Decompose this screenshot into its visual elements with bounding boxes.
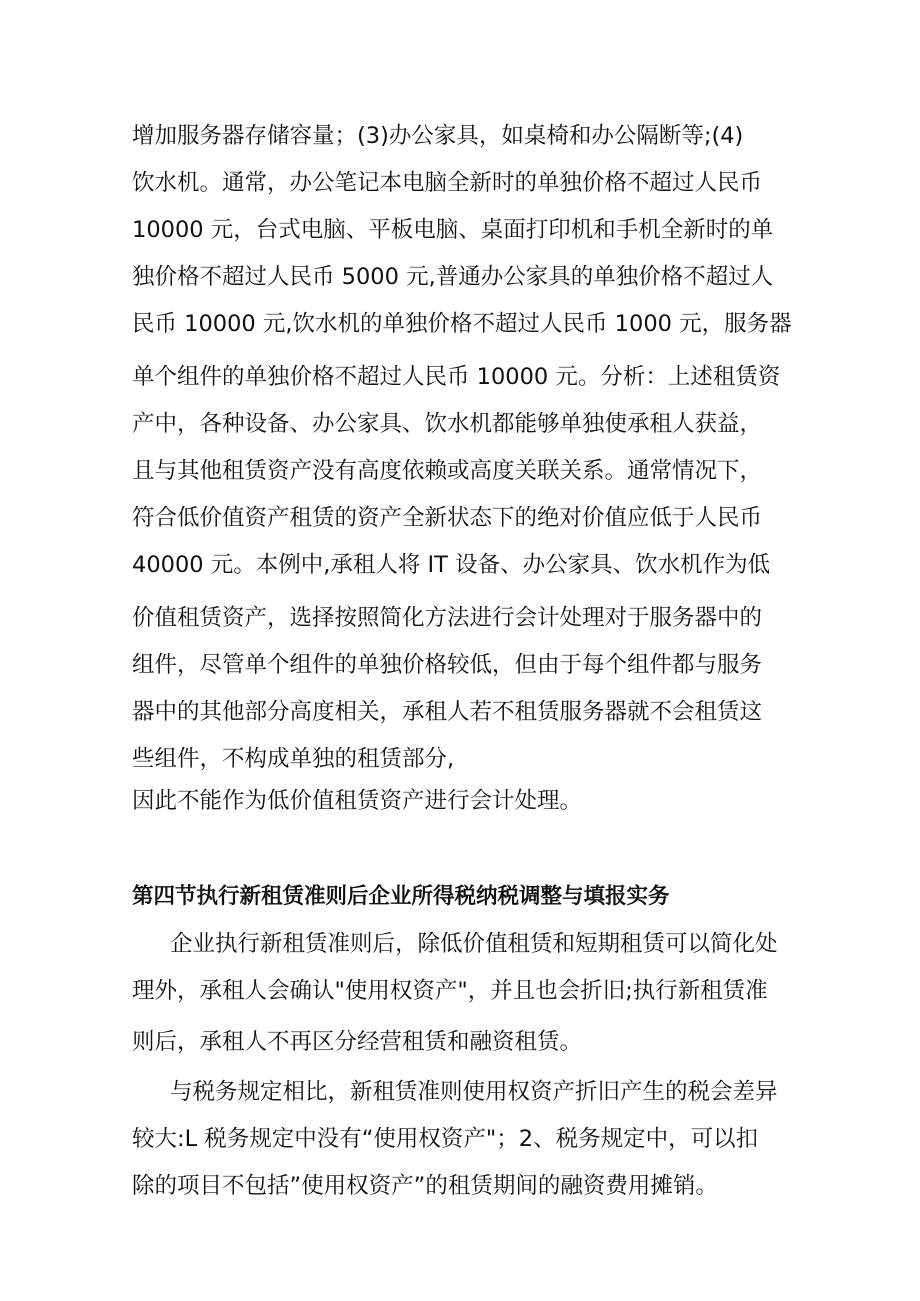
paragraph-line: 价值租赁资产，选择按照简化方法进行会计处理对于服务器中的: [132, 605, 763, 631]
paragraph-line: 产中，各种设备、办公家具、饮水机都能够单独使承租人获益，: [132, 411, 763, 437]
paragraph-line: 饮水机。通常，办公笔记本电脑全新时的单独价格不超过人民币: [132, 170, 763, 196]
paragraph-line: 除的项目不包括”使用权资产”的租赁期间的融资费用摊销。: [132, 1173, 718, 1199]
paragraph-line: 器中的其他部分高度相关，承租人若不租赁服务器就不会租赁这: [132, 699, 763, 725]
paragraph-line: 增加服务器存储容量；(3)办公家具，如桌椅和办公隔断等;(4): [132, 123, 744, 149]
paragraph-line: 组件，尽管单个组件的单独价格较低，但由于每个组件都与服务: [132, 652, 763, 678]
paragraph-line: 因此不能作为低价值租赁资产进行会计处理。: [132, 788, 583, 814]
section-heading: 第四节执行新租赁准则后企业所得税纳税调整与填报实务: [132, 884, 670, 909]
paragraph-line: 单个组件的单独价格不超过人民币 10000 元。分析：上述租赁资: [132, 364, 781, 390]
paragraph-line: 较大:L 税务规定中没有“使用权资产"；2、税务规定中，可以扣: [132, 1126, 759, 1152]
paragraph-line: 且与其他租赁资产没有高度依赖或高度关联关系。通常情况下，: [132, 458, 763, 484]
paragraph-line: 独价格不超过人民币 5000 元,普通办公家具的单独价格不超过人: [132, 264, 774, 290]
paragraph-line: 民币 10000 元,饮水机的单独价格不超过人民币 1000 元，服务器: [132, 311, 792, 337]
paragraph-line: 则后，承租人不再区分经营租赁和融资租赁。: [132, 1029, 583, 1055]
paragraph-line: 些组件，不构成单独的租赁部分,: [132, 746, 455, 772]
paragraph-line: 企业执行新租赁准则后，除低价值租赁和短期租赁可以简化处: [170, 931, 778, 957]
paragraph-line: 40000 元。本例中,承租人将 IT 设备、办公家具、饮水机作为低: [132, 552, 771, 578]
paragraph-line: 10000 元，台式电脑、平板电脑、桌面打印机和手机全新时的单: [132, 217, 774, 243]
paragraph-line: 理外，承租人会确认"使用权资产"，并且也会折旧;执行新租赁准: [132, 978, 768, 1004]
paragraph-line: 符合低价值资产租赁的资产全新状态下的绝对价值应低于人民币: [132, 505, 763, 531]
paragraph-line: 与税务规定相比，新租赁准则使用权资产折旧产生的税会差异: [170, 1079, 778, 1105]
